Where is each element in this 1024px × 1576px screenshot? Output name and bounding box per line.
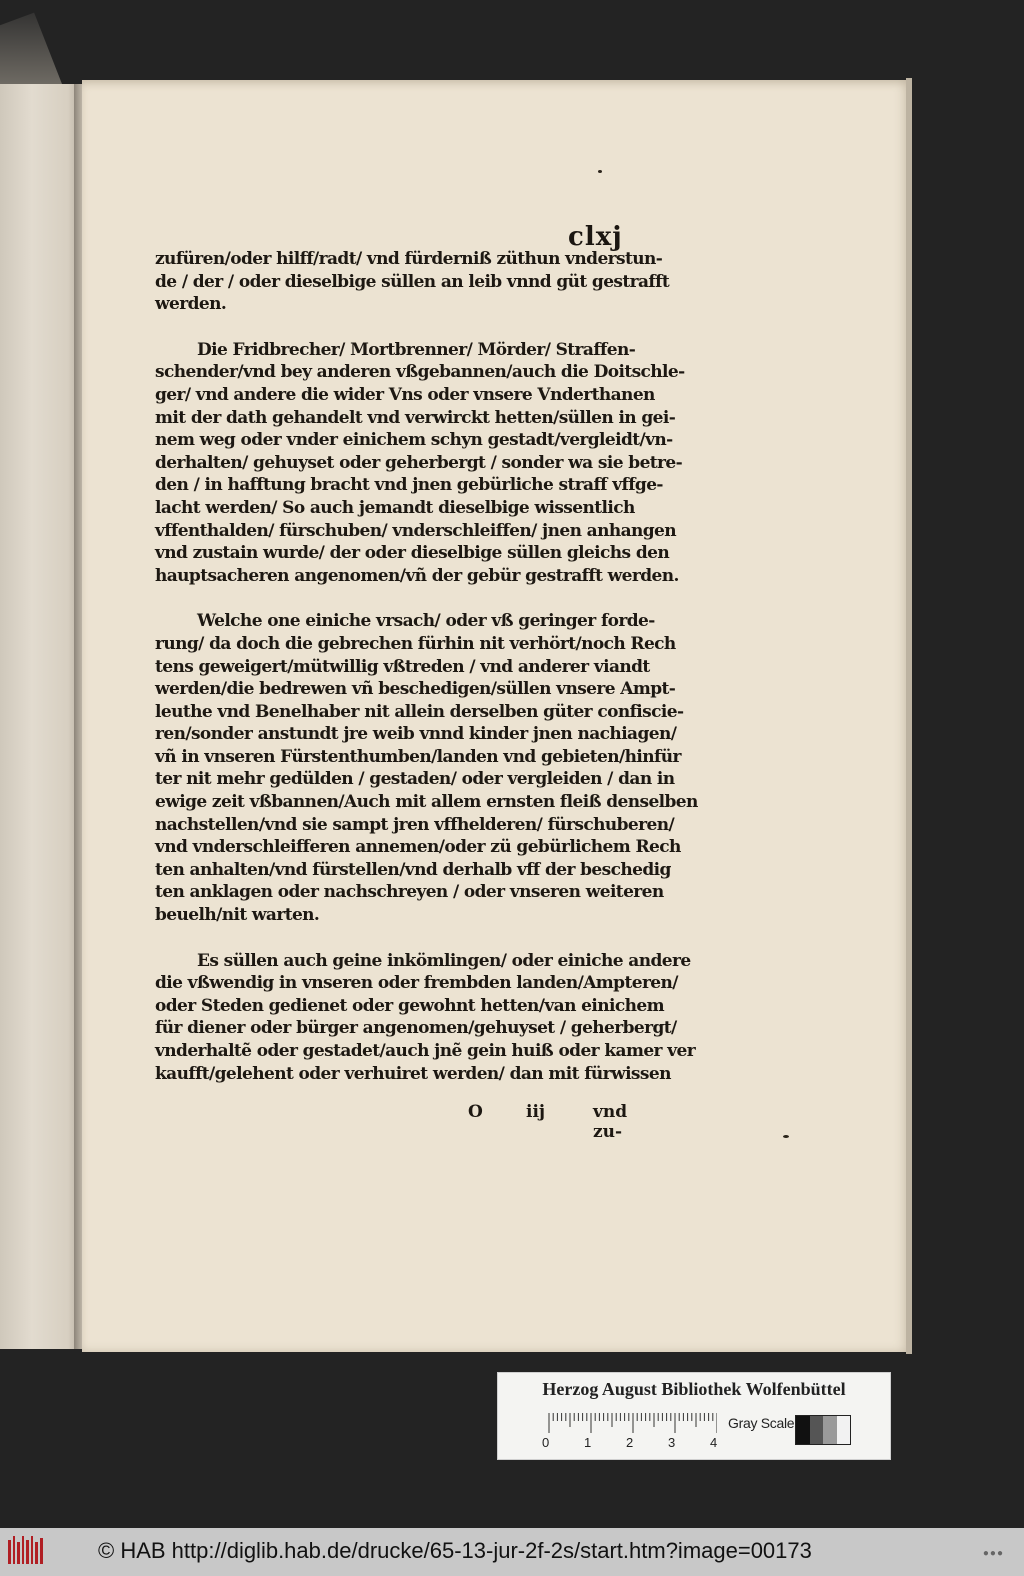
text-line: vnd zustain wurde/ der oder dieselbige süllen gleichs den: [155, 543, 670, 564]
text-line: ewige zeit vßbannen/Auch mit allem ernsten fleiß denselben: [155, 792, 698, 813]
text-line: für diener oder bürger angenomen/gehuyset / geherbergt/: [155, 1018, 677, 1039]
text-line: hauptsacheren angenomen/vñ der gebür gestrafft werden.: [155, 565, 679, 586]
ruler-number: 0: [542, 1435, 550, 1450]
text-line: ten anhalten/vnd fürstellen/vnd derhalb vff der beschedig: [155, 859, 671, 880]
gray-scale-swatches: [795, 1415, 851, 1445]
copyright-url[interactable]: © HAB http://diglib.hab.de/drucke/65-13-jur-2f-2s/start.htm?image=00173: [98, 1538, 812, 1563]
paragraph: [155, 610, 698, 926]
gray-swatch: [823, 1416, 837, 1444]
paragraph: [155, 339, 685, 588]
paragraph: [155, 950, 696, 1086]
text-line: zufüren/oder hilff/radt/ vnd fürderniß züthun vnderstun-: [155, 249, 663, 269]
text-line: derhalten/ gehuyset oder geherbergt / sonder wa sie betre-: [155, 452, 683, 473]
ruler-number: 4: [710, 1435, 718, 1450]
ruler-number: 1: [584, 1435, 592, 1450]
text-line: Es süllen auch geine inkömlingen/ oder einiche andere: [197, 950, 691, 971]
ruler-numbers: [542, 1435, 742, 1451]
ruler-ticks: [547, 1413, 717, 1433]
text-line: ren/sonder anstundt jre weib vnnd kinder jnen nachiagen/: [155, 724, 677, 745]
text-line: vffenthalden/ fürschuben/ vnderschleiffen/ jnen anhangen: [155, 520, 677, 541]
preceding-leaf-corner: [0, 0, 62, 84]
paragraph: [155, 248, 670, 316]
text-line: vnderhaltẽ oder gestadet/auch jnẽ gein huiß oder kamer ver: [155, 1041, 696, 1061]
text-line: ter nit mehr gedülden / gestaden/ oder vergleiden / dan in: [155, 769, 675, 790]
text-line: werden/die bedrewen vñ beschedigen/süllen vnsere Ampt-: [155, 679, 676, 700]
text-line: oder Steden gedienet oder gewohnt hetten/van einichem: [155, 995, 664, 1016]
color-scale-card: [497, 1372, 891, 1460]
text-line: leuthe vnd Benelhaber nit allein derselben güter confiscie-: [155, 701, 684, 722]
text-line: lacht werden/ So auch jemandt dieselbige wissentlich: [155, 497, 635, 518]
signature-number: iij: [526, 1102, 546, 1122]
text-line: Welche one einiche vrsach/ oder vß geringer forde-: [197, 611, 655, 632]
text-line: ger/ vnd andere die wider Vns oder vnsere Vnderthanen: [155, 384, 655, 405]
text-line: rung/ da doch die gebrechen fürhin nit verhört/noch Rech: [155, 633, 676, 654]
page-edge: [906, 78, 912, 1354]
gray-swatch: [796, 1416, 810, 1444]
text-line: die vßwendig in vnseren oder frembden landen/Ampteren/: [155, 973, 678, 994]
text-line: vnd vnderschleifferen annemen/oder zü gebürlichem Rech: [155, 837, 681, 858]
page-footer-line: [155, 1102, 655, 1142]
library-name: Herzog August Bibliothek Wolfenbüttel: [542, 1379, 846, 1399]
ink-speck: [783, 1135, 789, 1138]
gray-scale-label: Gray Scale: [728, 1415, 795, 1431]
text-line: de / der / oder dieselbige süllen an leib vnnd güt gestrafft: [155, 271, 670, 292]
ink-speck: [598, 170, 602, 173]
text-line: schender/vnd bey anderen vßgebannen/auch die Doitschle-: [155, 362, 685, 383]
preceding-leaf-edge: [0, 84, 80, 1349]
text-line: nem weg oder vnder einichem schyn gestadt/vergleidt/vn-: [155, 430, 673, 451]
text-line: werden.: [155, 294, 227, 315]
body-text: [155, 248, 698, 1108]
text-line: beuelh/nit warten.: [155, 905, 320, 926]
ruler-scale: [547, 1413, 717, 1433]
signature-mark: O: [468, 1102, 483, 1122]
text-line: tens geweigert/mütwillig vßtreden / vnd anderer viandt: [155, 656, 650, 677]
text-line: den / in hafftung bracht vnd jnen gebürliche straff vffge-: [155, 475, 663, 496]
hab-logo-icon: [6, 1534, 46, 1568]
viewer-footer: [0, 1528, 1024, 1576]
folio-number: clxj: [568, 222, 623, 252]
text-line: Die Fridbrecher/ Mortbrenner/ Mörder/ Straffen-: [197, 339, 636, 360]
gray-swatch: [837, 1416, 851, 1444]
text-line: ten anklagen oder nachschreyen / oder vnseren weiteren: [155, 882, 664, 903]
text-line: mit der dath gehandelt vnd verwirckt hetten/süllen in gei-: [155, 407, 676, 428]
catchword: vnd zu-: [593, 1102, 628, 1142]
text-line: kaufft/gelehent oder verhuiret werden/ dan mit fürwissen: [155, 1063, 671, 1084]
more-icon[interactable]: ●●●: [982, 1548, 1004, 1559]
ruler-number: 2: [626, 1435, 634, 1450]
ruler-number: 3: [668, 1435, 676, 1450]
text-line: nachstellen/vnd sie sampt jren vffhelderen/ fürschuberen/: [155, 814, 675, 835]
text-line: vñ in vnseren Fürstenthumben/landen vnd gebieten/hinfür: [155, 746, 681, 767]
gray-swatch: [810, 1416, 824, 1444]
